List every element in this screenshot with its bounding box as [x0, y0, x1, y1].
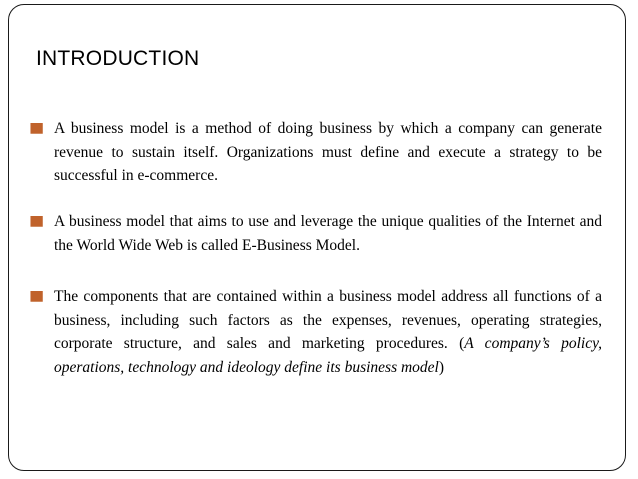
square-bullet-icon — [30, 210, 54, 233]
bullet-item — [30, 285, 602, 379]
square-bullet-icon — [30, 285, 54, 308]
bullet-text-main: The components that are contained within a business model address all functions of a business, including such factors as the expenses, revenues, operating strategies, corporate structure, and sales and marketing procedures. ( — [54, 288, 602, 352]
bullet-text-closing: ) — [438, 358, 445, 376]
bullet-text-italic-note: A company’s policy, operations, technology and ideology define its business model — [54, 335, 602, 376]
bullet-text — [54, 285, 602, 379]
bullet-text: A business model that aims to use and leverage the unique qualities of the Internet and the World Wide Web is called E-Business Model. — [54, 213, 602, 254]
bullet-item — [30, 210, 602, 257]
square-bullet-icon — [30, 117, 54, 140]
slide-title: INTRODUCTION — [36, 47, 200, 70]
bullet-item — [30, 117, 602, 188]
bullet-text: A business model is a method of doing business by which a company can generate revenue to sustain itself. Organizations must define and execute a strategy to be successful in e-commerce. — [54, 120, 602, 184]
